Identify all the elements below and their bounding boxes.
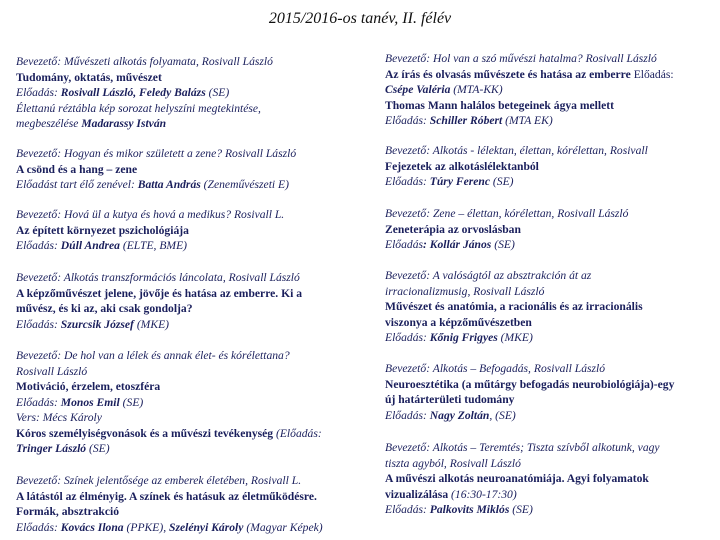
presenter-line: Tringer László (SE) bbox=[16, 442, 110, 455]
presenter-line: Előadás: Kovács Ilona (PPKE), Szelényi Károly (Magyar Képek) bbox=[16, 520, 323, 534]
presenter-name: Batta András bbox=[137, 178, 201, 191]
lecture-block bbox=[16, 473, 361, 535]
lecture-block bbox=[385, 206, 720, 253]
intro-line: Bevezető: De hol van a lélek és annak élet- és kórélettana? bbox=[16, 349, 290, 362]
topic-line: vizualizálása (16:30-17:30) bbox=[385, 487, 517, 501]
intro-line: Bevezető: Művészeti alkotás folyamata, Rosivall László bbox=[16, 55, 273, 68]
topic-line: Az épített környezet pszichológiája bbox=[16, 223, 189, 237]
presenter-line: Előadás: Nagy Zoltán, (SE) bbox=[385, 408, 516, 422]
presenter-name: Csépe Valéria bbox=[385, 83, 451, 96]
topic-line: Motiváció, érzelem, etoszféra bbox=[16, 380, 161, 393]
intro-line: Bevezető: Hová ül a kutya és hová a medikus? Rosivall L. bbox=[16, 208, 285, 221]
topic-line: viszonya a képzőművészetben bbox=[385, 315, 532, 329]
intro-line: Bevezető: Alkotás – Befogadás, Rosivall László bbox=[385, 362, 606, 375]
intro-line: Rosivall László bbox=[16, 364, 88, 378]
presenter-name: Szurcsik József bbox=[60, 317, 134, 331]
presenter-line: Előadás: Monos Emil (SE) bbox=[16, 395, 144, 409]
lecture-block bbox=[16, 54, 361, 132]
presenter-name: Túry Ferenc bbox=[429, 175, 490, 188]
presenter-name: Kőnig Frigyes bbox=[429, 331, 498, 344]
intro-line: Bevezető: Alkotás - lélektan, élettan, kórélettan, Rosivall bbox=[385, 144, 648, 157]
presenter-line: Előadás: Kollár János (SE) bbox=[385, 238, 515, 251]
topic-line: A képzőművészet jelene, jövője és hatása az emberre. Ki a bbox=[16, 286, 303, 300]
lecture-block bbox=[385, 143, 720, 190]
topic-line: művész, és ki az, aki csak gondolja? bbox=[16, 302, 193, 315]
extra-line: megbeszélése Madarassy István bbox=[16, 117, 167, 130]
intro-line: tiszta agyból, Rosivall László bbox=[385, 456, 521, 470]
presenter-line: Előadás: Schiller Róbert (MTA EK) bbox=[385, 114, 553, 127]
intro-line: Bevezető: A valóságtól az absztrakción át az bbox=[385, 269, 592, 282]
presenter-line: Előadás: Szurcsik József (MKE) bbox=[16, 317, 170, 331]
presenter-name: Monos Emil bbox=[60, 395, 120, 409]
presenter-line: Előadás: Túry Ferenc (SE) bbox=[385, 175, 514, 188]
presenter-name: Szelényi Károly bbox=[169, 520, 244, 534]
intro-line: Bevezető: Zene – élettan, kórélettan, Rosivall László bbox=[385, 207, 629, 220]
presenter-line: Csépe Valéria (MTA-KK) bbox=[385, 83, 503, 96]
presenter-name: Nagy Zoltán bbox=[429, 408, 490, 422]
lecture-block bbox=[16, 348, 361, 457]
intro-line: Bevezető: Alkotás – Teremtés; Tiszta szívből alkotunk, vagy bbox=[385, 441, 660, 454]
topic-line: Fejezetek az alkotáslélektanból bbox=[385, 159, 539, 173]
presenter-name: Dúll Andrea bbox=[60, 239, 120, 252]
topic-line: A művészi alkotás neuroanatómiája. Agyi folyamatok bbox=[385, 472, 649, 485]
topic-line: Kóros személyiségvonások és a művészi tevékenység (Előadás: bbox=[16, 426, 322, 440]
presenter-line: Előadás: Kőnig Frigyes (MKE) bbox=[385, 331, 533, 344]
presenter-name: Schiller Róbert bbox=[429, 114, 503, 127]
extra-line: Élettanú réztábla kép sorozat helyszíni megtekintése, bbox=[16, 101, 261, 115]
lecture-block bbox=[385, 440, 720, 518]
intro-line: Bevezető: Hol van a szó művészi hatalma? Rosivall László bbox=[385, 52, 657, 65]
presenter-name: Rosivall László, Feledy Balázs bbox=[60, 86, 206, 99]
topic-line: A látástól az élményig. A színek és hatásuk az életműködésre. bbox=[16, 489, 317, 503]
lecture-block bbox=[385, 361, 720, 423]
topic-line: új határterületi tudomány bbox=[385, 393, 515, 406]
topic-line: A csönd és a hang – zene bbox=[16, 162, 138, 176]
page-title: 2015/2016-os tanév, II. félév bbox=[268, 10, 452, 27]
intro-line: Bevezető: Színek jelentősége az emberek életében, Rosivall L. bbox=[16, 474, 302, 487]
topic-line: Neuroesztétika (a műtárgy befogadás neurobiológiája)-egy bbox=[385, 377, 675, 391]
presenter-line: Előadást tart élő zenével: Batta András (Zeneművészeti E) bbox=[16, 178, 289, 191]
topic-line: Tudomány, oktatás, művészet bbox=[16, 70, 162, 84]
topic-line: Formák, absztrakció bbox=[16, 505, 120, 518]
presenter-line: Előadás: Rosivall László, Feledy Balázs (SE) bbox=[16, 86, 230, 99]
topic-line: Művészet és anatómia, a racionális és az irracionális bbox=[385, 300, 643, 313]
presenter-line: Előadás: Dúll Andrea (ELTE, BME) bbox=[16, 239, 188, 252]
lecture-block bbox=[385, 51, 720, 129]
topic-line: Az írás és olvasás művészete és hatása az emberre Előadás: bbox=[385, 67, 674, 81]
topic-line: Zeneterápia az orvoslásban bbox=[385, 222, 521, 236]
lecture-block bbox=[16, 146, 361, 193]
presenter-line: Előadás: Palkovits Miklós (SE) bbox=[385, 503, 533, 516]
lecture-block bbox=[385, 268, 720, 346]
lecture-block bbox=[16, 207, 361, 254]
intro-line: Bevezető: Hogyan és mikor született a zene? Rosivall László bbox=[16, 147, 297, 160]
presenter-name: Madarassy István bbox=[81, 117, 167, 130]
presenter-name: Tringer László bbox=[16, 442, 87, 455]
topic-line: Thomas Mann halálos betegeinek ágya mellett bbox=[385, 98, 614, 112]
presenter-name: Kovács Ilona bbox=[60, 520, 124, 534]
intro-line: irracionalizmusig, Rosivall László bbox=[385, 284, 545, 298]
presenter-name: : Kollár János bbox=[423, 238, 492, 251]
lecture-block bbox=[16, 270, 361, 332]
verse-line: Vers: Mécs Károly bbox=[16, 411, 102, 424]
presenter-name: Palkovits Miklós bbox=[429, 503, 510, 516]
intro-line: Bevezető: Alkotás transzformációs láncolata, Rosivall László bbox=[16, 271, 300, 284]
